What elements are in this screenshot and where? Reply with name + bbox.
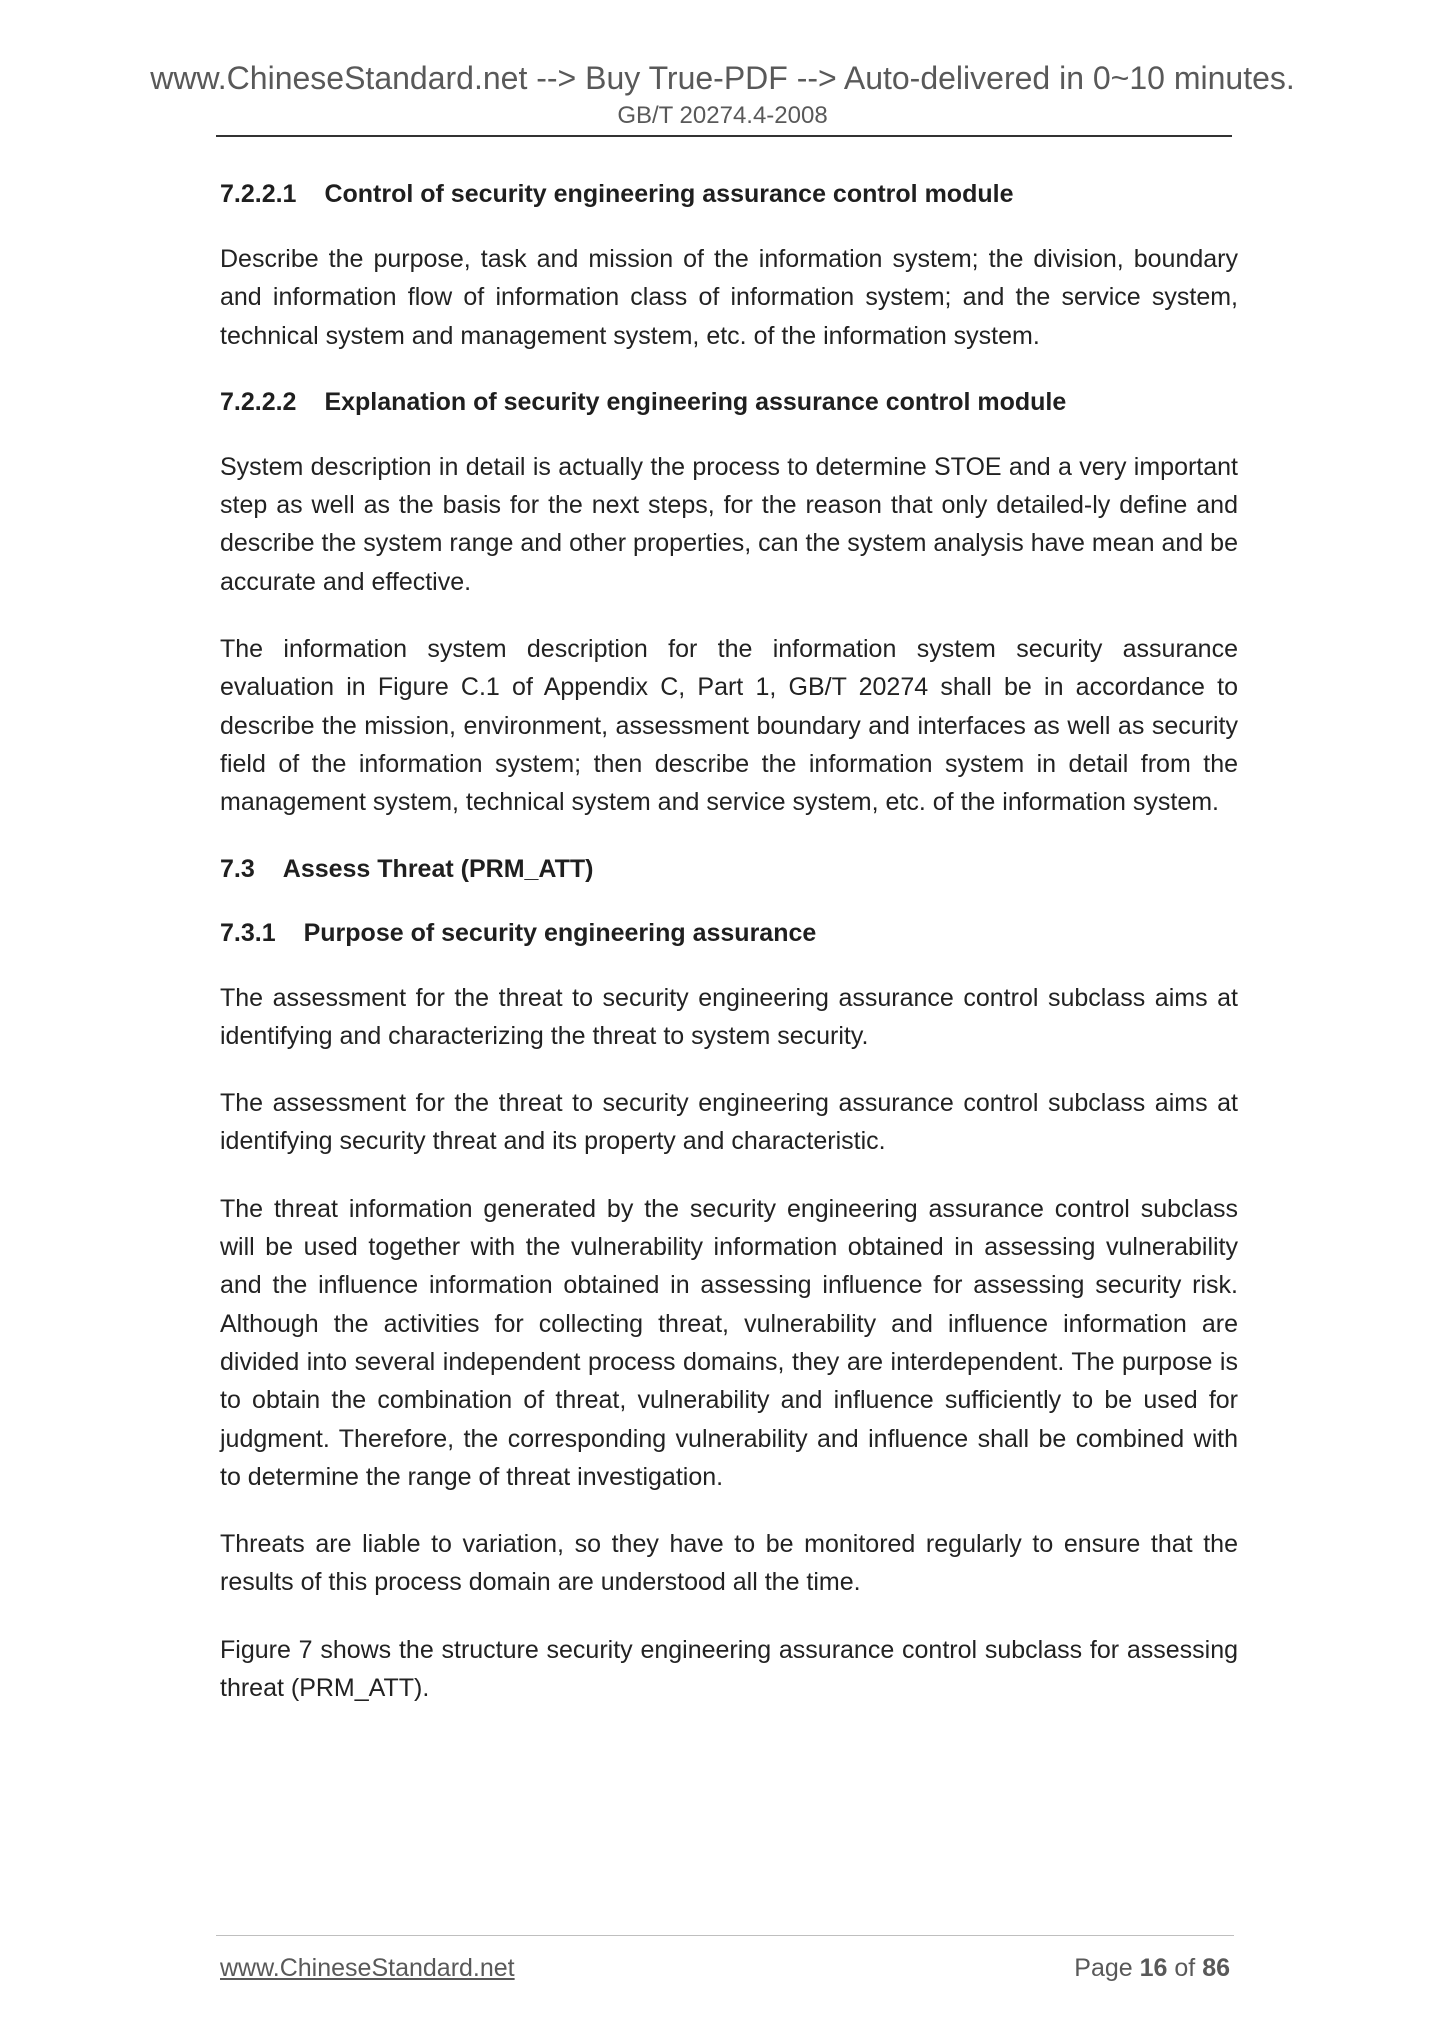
standard-number: GB/T 20274.4-2008: [617, 102, 828, 129]
footer-site-link[interactable]: www.ChineseStandard.net: [220, 1954, 515, 1982]
page-header: [0, 58, 1445, 132]
paragraph: Figure 7 shows the structure security engineering assurance control subclass for assessing threat (PRM_ATT).: [220, 1635, 1238, 1703]
paragraph: Threats are liable to variation, so they have to be monitored regularly to ensure that the results of this process domain are understood all the time.: [220, 1530, 1238, 1597]
section-heading: [220, 384, 1238, 420]
paragraph: Describe the purpose, task and mission of the information system; the division, boundary and information flow of information class of information system; and the service system, technical system and management system, etc. of the information system.: [220, 245, 1238, 350]
paragraph: The information system description for the information system security assurance evaluation in Figure C.1 of Appendix C, Part 1, GB/T 20274 shall be in accordance to describe the mission, environment, assessment boundary and interfaces as well as security field of the information system; then describe the information system in detail from the management system, technical system and service system, etc. of the information system.: [220, 635, 1238, 817]
section-number: 7.2.2.1: [220, 180, 297, 208]
section-heading: [220, 915, 1238, 951]
section-number: 7.3: [220, 854, 255, 883]
section-heading: [220, 176, 1238, 212]
section-title: Assess Threat (PRM_ATT): [282, 854, 594, 883]
page-current: 16: [1139, 1954, 1168, 1982]
section-number: 7.2.2.2: [220, 387, 297, 416]
paragraph: The assessment for the threat to security engineering assurance control subclass aims at identifying security threat and its property and characteristic.: [220, 1089, 1238, 1156]
page-total: 86: [1202, 1954, 1230, 1982]
document-body: [220, 176, 1238, 1736]
promo-banner[interactable]: www.ChineseStandard.net --> Buy True-PDF --> Auto-delivered in 0~10 minutes.: [150, 60, 1295, 96]
footer-divider: [216, 1935, 1234, 1936]
section-heading: [220, 851, 1238, 887]
page-prefix: Page: [1074, 1954, 1140, 1982]
header-divider: [216, 135, 1232, 137]
paragraph: The assessment for the threat to security engineering assurance control subclass aims at identifying and characterizing the threat to system security.: [220, 983, 1238, 1050]
page-number: [1074, 1952, 1230, 1984]
paragraph: The threat information generated by the security engineering assurance control subclass will be used together with the vulnerability information obtained in assessing vulnerability and the influence information obtained in assessing influence for assessing security risk. Although the activities for collecting threat, vulnerability and influence information are divided into several independent process domains, they are interdependent. The purpose is to obtain the combination of threat, vulnerability and influence sufficiently to be used for judgment. Therefore, the corresponding vulnerability and influence shall be combined with to determine the range of threat investigation.: [220, 1194, 1238, 1491]
page-of: of: [1167, 1954, 1203, 1982]
section-number: 7.3.1: [220, 918, 276, 947]
section-title: Purpose of security engineering assurance: [303, 918, 817, 947]
paragraph: System description in detail is actually the process to determine STOE and a very important step as well as the basis for the next steps, for the reason that only detailed-ly define and describe the system range and other properties, can the system analysis have mean and be accurate and effective.: [220, 452, 1238, 596]
section-title: Control of security engineering assurance control module: [324, 180, 1014, 208]
section-title: Explanation of security engineering assurance control module: [324, 387, 1067, 416]
